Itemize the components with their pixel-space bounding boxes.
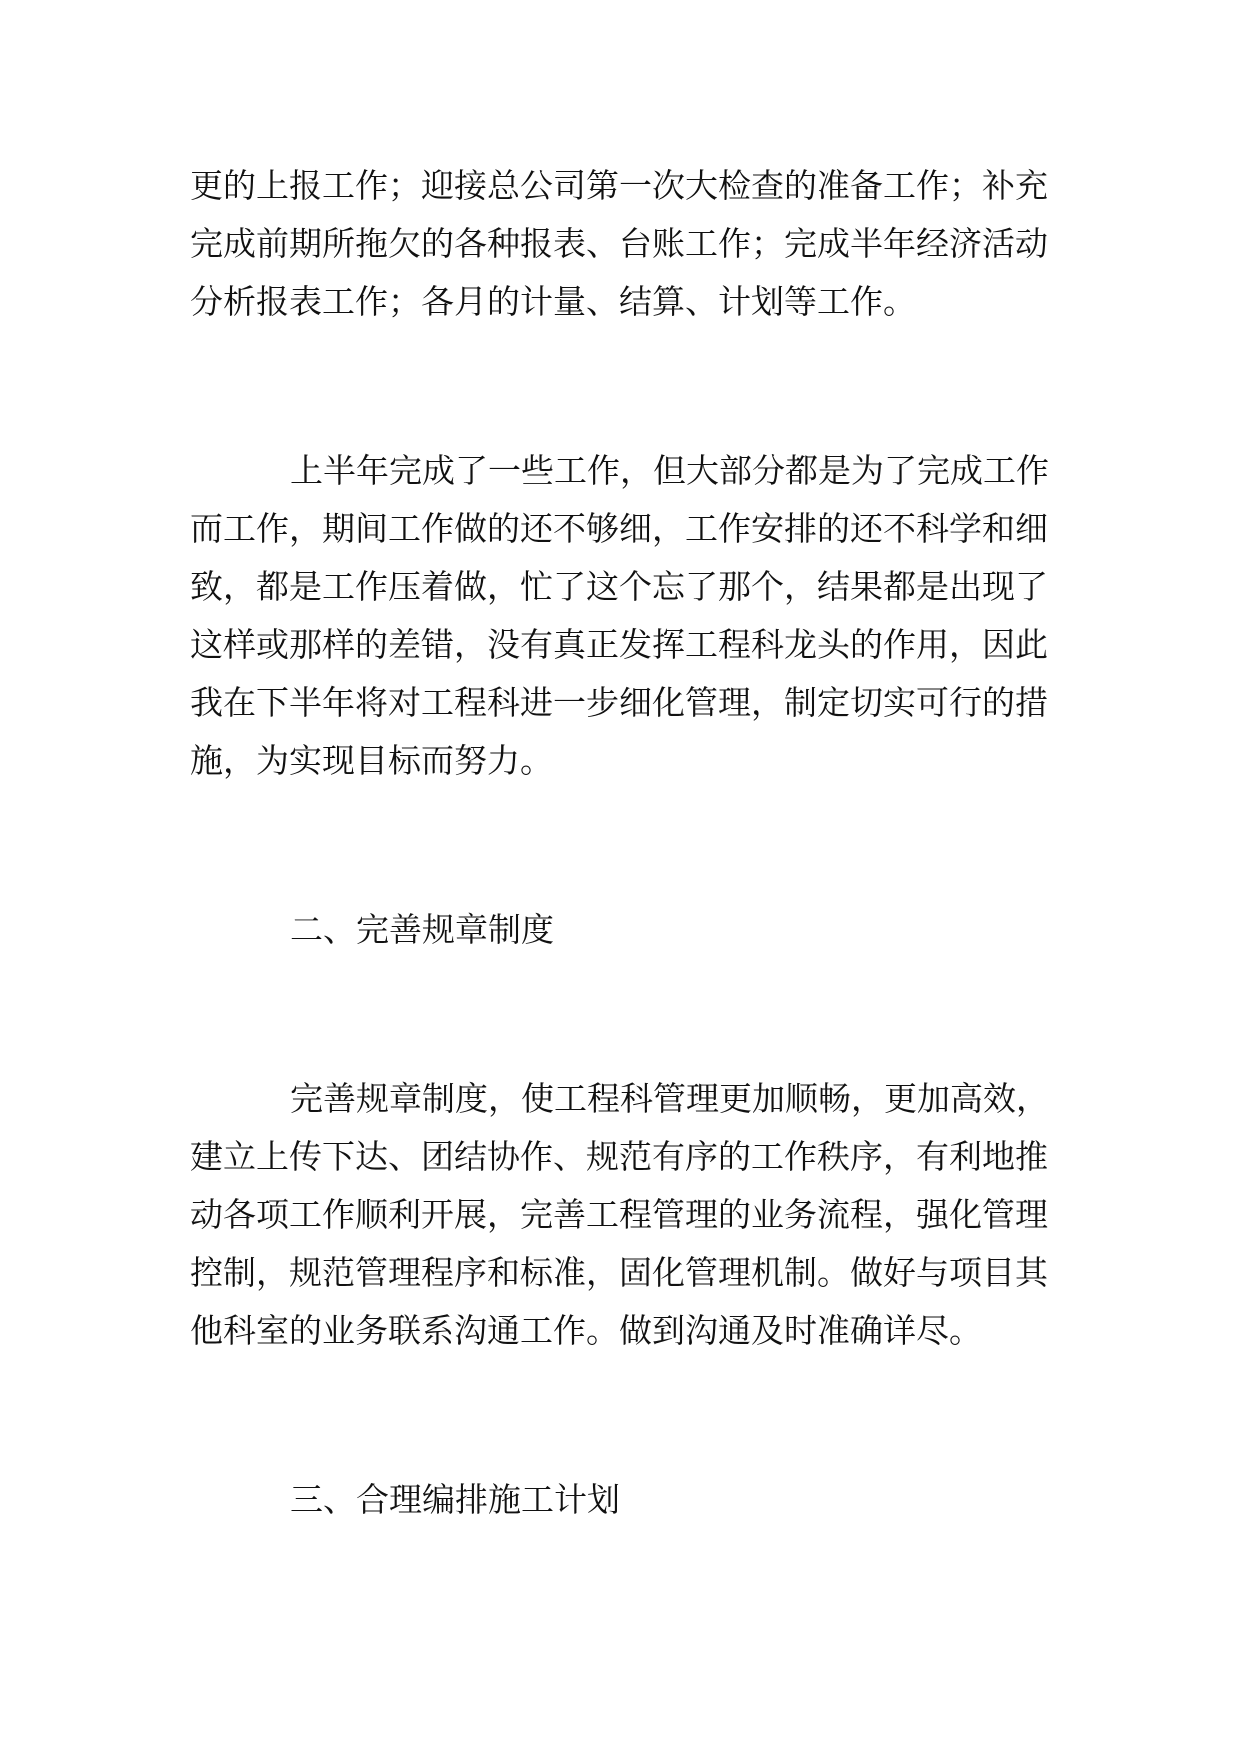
paragraph-2-line-3: 致，都是工作压着做，忙了这个忘了那个，结果都是出现了 [190,567,1048,606]
paragraph-2-line-5: 我在下半年将对工程科进一步细化管理，制定切实可行的措 [190,683,1048,722]
paragraph-2-line-4: 这样或那样的差错，没有真正发挥工程科龙头的作用，因此 [190,625,1048,664]
paragraph-3-line-1: 完善规章制度，使工程科管理更加顺畅，更加高效， [290,1079,1049,1118]
paragraph-3-line-3: 动各项工作顺利开展，完善工程管理的业务流程，强化管理 [190,1195,1048,1234]
paragraph-3-line-2: 建立上传下达、团结协作、规范有序的工作秩序，有利地推 [190,1137,1048,1176]
paragraph-2-line-2: 而工作，期间工作做的还不够细，工作安排的还不科学和细 [190,509,1048,548]
paragraph-2-line-6: 施，为实现目标而努力。 [190,741,553,780]
paragraph-2-line-1: 上半年完成了一些工作，但大部分都是为了完成工作 [290,451,1049,490]
section-heading-3: 三、合理编排施工计划 [290,1480,620,1519]
paragraph-3-line-4: 控制，规范管理程序和标准，固化管理机制。做好与项目其 [190,1253,1048,1292]
paragraph-3-line-5: 他科室的业务联系沟通工作。做到沟通及时准确详尽。 [190,1311,982,1350]
paragraph-1-line-1: 更的上报工作；迎接总公司第一次大检查的准备工作；补充 [190,166,1048,205]
paragraph-1-line-2: 完成前期所拖欠的各种报表、台账工作；完成半年经济活动 [190,224,1048,263]
section-heading-2: 二、完善规章制度 [290,910,554,949]
paragraph-1-line-3: 分析报表工作；各月的计量、结算、计划等工作。 [190,282,916,321]
